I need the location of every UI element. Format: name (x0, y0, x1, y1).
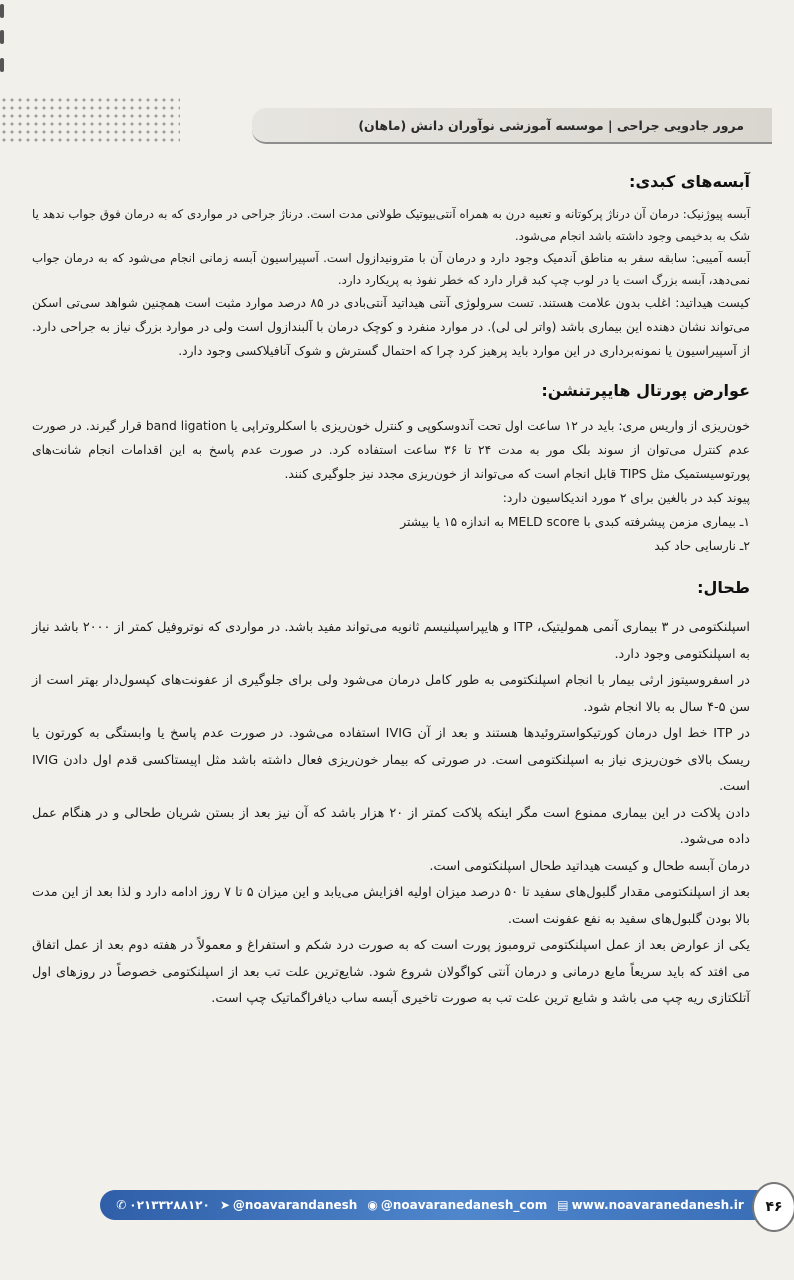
section-heading: طحال: (697, 578, 750, 597)
list-item: ۲ـ نارسایی حاد کبد (654, 539, 750, 553)
handle-text: @noavarandanesh (232, 1198, 358, 1212)
paragraph: در ITP خط اول درمان کورتیکواستروئیدها هستند و بعد از آن IVIG استفاده می‌شود. در صورت عدم پاسخ یا وابستگی به کورتون یا ریسک بالای خون‌ریزی نیاز به اسپلنکتومی است. در صورتی که بیمار خون‌ریزی فعال داشته باشد مثل اپیستاکسی قدم اول دادن IVIG است. (32, 726, 751, 794)
page-edge-mark-3 (0, 58, 4, 72)
running-header (252, 108, 772, 144)
instagram-icon: ◉ (367, 1198, 378, 1212)
section-portal-hypertension (32, 381, 750, 558)
paragraph: بعد از اسپلنکتومی مقدار گلبول‌های سفید تا ۵۰ درصد میزان اولیه افزایش می‌یابد و این میزان ۵ تا ۷ روز ادامه دارد و لذا بعد از این مدت بالا بودن گلبول‌های سفید به نفع عفونت است. (32, 885, 750, 927)
paragraph: اسپلنکتومی در ۳ بیماری آنمی همولیتیک، ITP و هایپراسپلنیسم ثانویه می‌تواند مفید باشد. در مواردی که نوتروفیل کمتر از ۲۰۰۰ باشد نیاز به اسپلنکتومی وجود دارد. (32, 620, 750, 662)
page-edge-mark-1 (0, 4, 4, 18)
paragraph: خون‌ریزی از واریس مری: باید در ۱۲ ساعت اول تحت آندوسکوپی و کنترل خون‌ریزی با اسکلروتراپی یا band ligation قرار گیرند. در صورت عدم کنترل می‌توان از سوند بلک مور به مدت ۲۴ تا ۳۶ ساعت استفاده کرد. در صورت عدم پاسخ به این اقدامات انجام شانت‌های پورتوسیستمیک مثل TIPS قابل انجام است که می‌تواند از خون‌ریزی مجدد نیز جلوگیری کنند. (32, 419, 750, 481)
paragraph: دادن پلاکت در این بیماری ممنوع است مگر اینکه پلاکت کمتر از ۲۰ هزار باشد که آن نیز بعد از بستن شریان طحالی و در هنگام عمل داده می‌شود. (32, 805, 750, 847)
section-liver-abscess (32, 172, 750, 363)
list-item: ۱ـ بیماری مزمن پیشرفته کبدی با MELD score به اندازه ۱۵ یا بیشتر (400, 515, 750, 529)
header-title: مرور جادویی جراحی | موسسه آموزشی نوآوران دانش (ماهان) (358, 117, 744, 133)
telegram-icon: ➤ (219, 1198, 230, 1212)
section-spleen (32, 578, 750, 1013)
footer-phone (116, 1198, 210, 1212)
paragraph: پیوند کبد در بالغین برای ۲ مورد اندیکاسیون دارد: (502, 491, 750, 505)
page-edge-mark-2 (0, 30, 4, 44)
footer-handle-1 (220, 1198, 357, 1212)
section-heading: عوارض پورتال هایپرتنشن: (541, 381, 750, 400)
paragraph: آبسه آمیبی: سابقه سفر به مناطق آندمیک وجود دارد و درمان آن با مترونیدازول است. آسپیراسیون آبسه زمانی انجام می‌شود که به درمان جواب نمی‌دهد، آبسه بزرگ است یا در لوب چپ کبد قرار دارد که خطر نفوذ به پریکارد دارد. (32, 251, 750, 287)
paragraph: کیست هیداتید: اغلب بدون علامت هستند. تست سرولوژی آنتی هیداتید آنتی‌بادی در ۸۵ درصد موارد مثبت است همچنین شواهد سی‌تی اسکن می‌تواند نشان دهنده این بیماری باشد (واتر لی لی). در موارد منفرد و کوچک درمان با آلبندازول است ولی در موارد بزرگ نیاز به جراحی دارد. از آسپیراسیون یا نمونه‌برداری در این موارد باید پرهیز کرد چرا که احتمال گسترش و شوک آنافیلاکسی وجود دارد. (32, 296, 750, 358)
footer-handle-2 (367, 1198, 547, 1212)
paragraph: یکی از عوارض بعد از عمل اسپلنکتومی ترومبوز پورت است که به صورت درد شکم و استفراغ و معمولاً در هفته دوم بعد از عمل اتفاق می افتد که باید سریعاً مایع درمانی و درمان آنتی کواگولان شروع شود. شایع‌ترین علت تب بعد از اسپلنکتومی خصوصاً در روزهای اول آتلکتازی ریه چپ می باشد و شایع ترین علت تب به صورت تاخیری آبسه ساب دیافراگماتیک چپ است. (32, 938, 750, 1006)
paragraph: در اسفروسیتوز ارثی بیمار با انجام اسپلنکتومی به طور کامل درمان می‌شود ولی برای جلوگیری از عفونت‌های کپسول‌دار بهتر است از سن ۵-۴ سال به بالا انجام شود. (32, 673, 750, 715)
section-heading: آبسه‌های کبدی: (629, 172, 750, 191)
paragraph: درمان آبسه طحال و کیست هیداتید طحال اسپلنکتومی است. (429, 858, 750, 874)
phone-icon: ✆ (116, 1198, 127, 1212)
phone-number: ۰۲۱۳۳۲۸۸۱۲۰ (129, 1198, 210, 1212)
page-content (32, 172, 750, 1013)
website-text: www.noavaranedanesh.ir (571, 1198, 744, 1212)
decorative-dot-pattern (0, 96, 180, 142)
footer-contact-bar (100, 1190, 760, 1220)
paragraph: آبسه پیوژنیک: درمان آن درناژ پرکوتانه و تعبیه درن به همراه آنتی‌بیوتیک طولانی مدت است. درناژ جراحی در مواردی که به درمان فوق جواب ندهد یا شک به بدخیمی وجود داشته باشد انجام می‌شود. (32, 207, 750, 243)
footer-website (557, 1198, 744, 1212)
globe-icon: ▤ (557, 1198, 569, 1212)
handle-text: @noavaranedanesh_com (380, 1198, 548, 1212)
page-number: ۴۶ (752, 1182, 794, 1232)
